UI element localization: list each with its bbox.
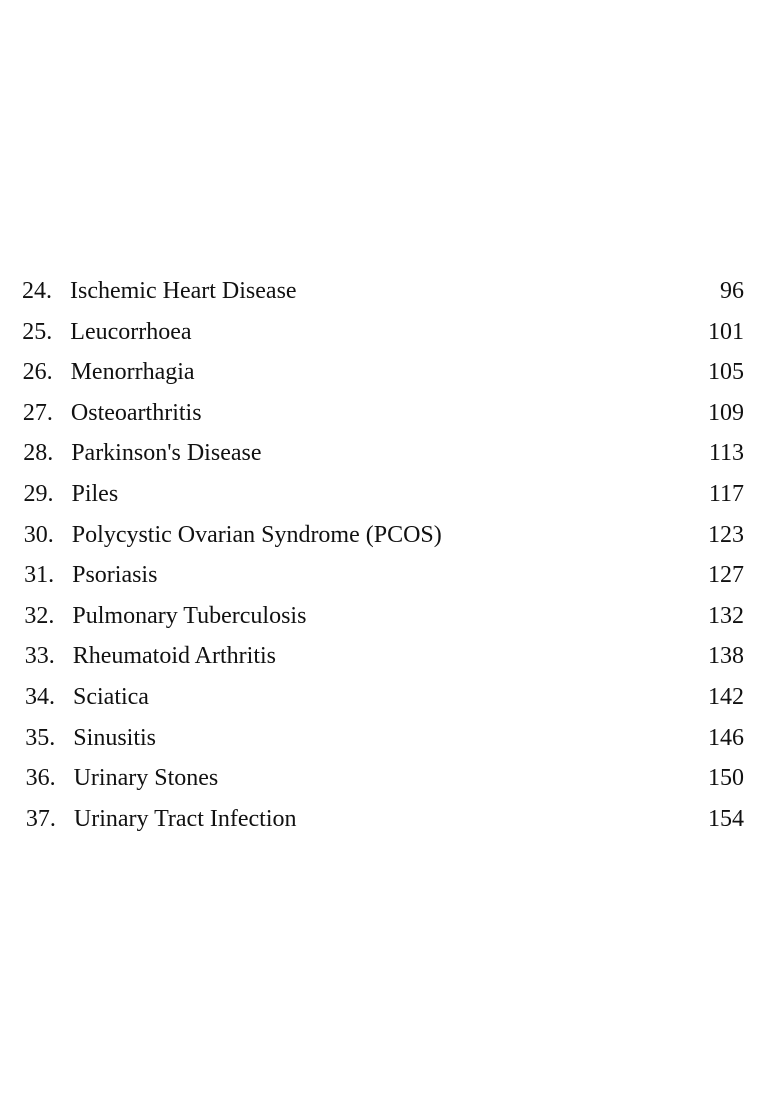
toc-entry xyxy=(22,765,744,806)
toc-entry-title: Menorrhagia xyxy=(70,359,195,386)
toc-entry-title: Osteoarthritis xyxy=(70,399,202,426)
toc-entry-page: 117 xyxy=(708,480,744,507)
toc-entry xyxy=(22,562,744,603)
toc-entry-page: 154 xyxy=(708,805,744,832)
toc-entry-title: Urinary Stones xyxy=(73,765,219,792)
toc-entry-page: 109 xyxy=(708,399,744,426)
toc-entry-page: 132 xyxy=(708,602,744,629)
toc-entry xyxy=(22,725,744,766)
toc-entry-page: 123 xyxy=(708,521,744,548)
toc-entry xyxy=(22,440,744,481)
toc-entry xyxy=(22,603,744,644)
toc-entry-num: 34. xyxy=(25,683,55,710)
toc-entry-page: 150 xyxy=(708,765,744,792)
toc-entry-page: 101 xyxy=(708,318,744,345)
toc-entry-page: 105 xyxy=(708,359,744,386)
toc-entry-title: Leucorrhoea xyxy=(70,318,192,345)
toc-entry-page: 146 xyxy=(708,724,744,751)
toc-entry-num: 30. xyxy=(23,521,54,548)
table-of-contents xyxy=(22,278,744,846)
toc-entry xyxy=(22,319,744,360)
toc-entry-num: 25. xyxy=(22,318,53,345)
toc-entry-num: 35. xyxy=(25,724,56,751)
toc-entry xyxy=(22,400,744,441)
toc-entry-title: Piles xyxy=(71,480,119,507)
toc-entry-title: Sciatica xyxy=(73,683,149,710)
toc-entry-num: 33. xyxy=(24,643,55,670)
toc-entry-title: Ischemic Heart Disease xyxy=(70,278,297,304)
toc-entry-page: 113 xyxy=(708,440,744,467)
toc-entry-page: 138 xyxy=(708,643,744,670)
toc-entry-title: Urinary Tract Infection xyxy=(73,805,297,832)
toc-entry xyxy=(22,643,744,684)
toc-entry xyxy=(22,359,744,400)
toc-entry-num: 26. xyxy=(22,359,53,386)
toc-entry xyxy=(22,278,744,319)
toc-entry-num: 27. xyxy=(22,399,53,426)
toc-entry-num: 36. xyxy=(25,765,56,792)
toc-entry-num: 37. xyxy=(25,805,56,832)
toc-entry-num: 29. xyxy=(23,480,54,507)
toc-entry xyxy=(22,481,744,522)
toc-entry-num: 28. xyxy=(23,440,54,467)
toc-entry-page: 142 xyxy=(708,683,744,710)
toc-entry-title: Rheumatoid Arthritis xyxy=(72,643,277,670)
toc-entry-page: 96 xyxy=(720,278,744,304)
toc-entry-title: Psoriasis xyxy=(72,562,158,589)
toc-entry-num: 32. xyxy=(24,602,55,629)
toc-entry-title: Sinusitis xyxy=(73,724,156,751)
toc-entry-num: 31. xyxy=(24,562,55,589)
toc-entry xyxy=(22,806,744,847)
toc-entry xyxy=(22,684,744,725)
toc-entry xyxy=(22,522,744,563)
toc-entry-num: 24. xyxy=(22,278,52,304)
toc-entry-title: Pulmonary Tuberculosis xyxy=(72,602,307,629)
toc-entry-page: 127 xyxy=(708,562,744,589)
toc-entry-title: Polycystic Ovarian Syndrome (PCOS) xyxy=(71,521,442,548)
toc-entry-title: Parkinson's Disease xyxy=(71,440,262,467)
